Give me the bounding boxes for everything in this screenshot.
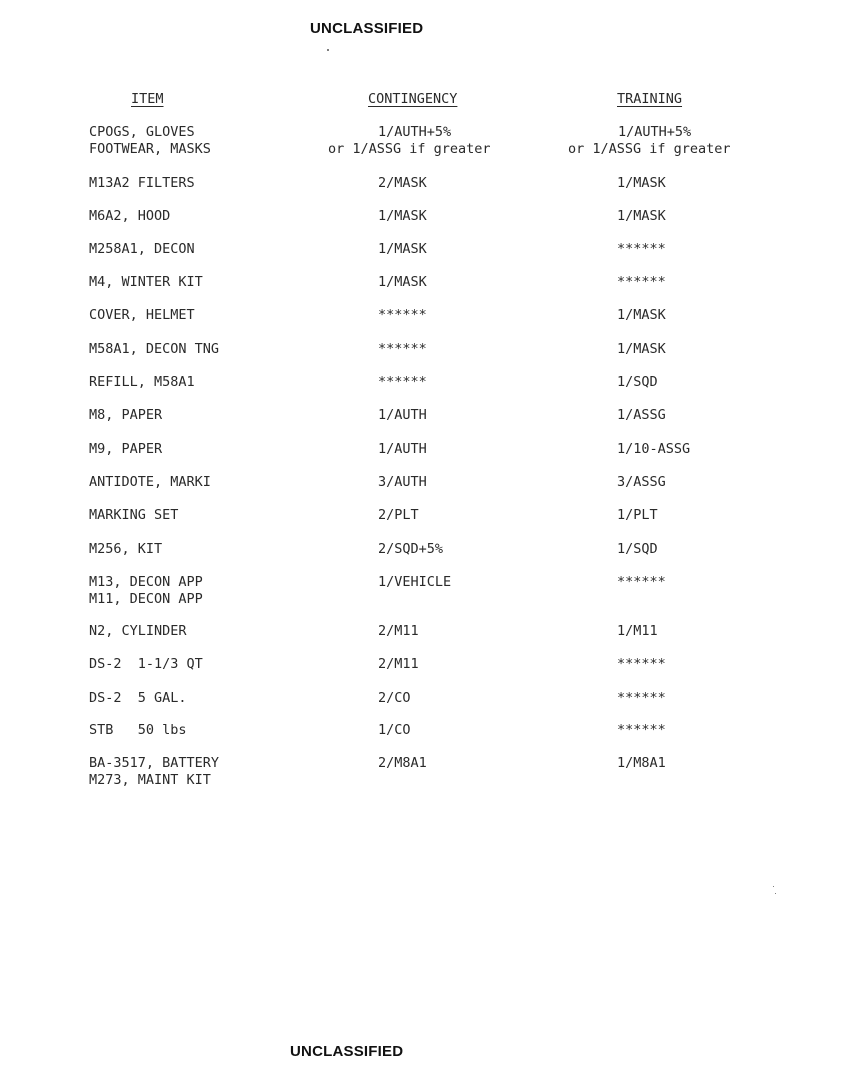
item-cell-line: DS-2 5 GAL. [89,690,187,706]
contingency-cell-line: 1/AUTH [378,441,427,457]
contingency-cell [378,541,443,558]
item-cell-line: M6A2, HOOD [89,208,171,224]
contingency-cell-line: 1/VEHICLE [378,574,452,590]
training-cell [617,722,666,739]
contingency-cell-line: or 1/ASSG if greater [328,141,491,157]
contingency-cell [378,208,427,225]
contingency-cell-line: 2/PLT [378,507,419,523]
item-cell [89,274,203,291]
item-cell [89,208,170,225]
training-cell-line: 1/M11 [617,623,658,639]
item-cell [89,124,211,158]
contingency-cell [328,124,491,158]
contingency-cell-line: 2/SQD+5% [378,541,444,557]
classification-marking-bottom: UNCLASSIFIED [290,1043,404,1060]
column-header-contingency: CONTINGENCY [368,91,458,107]
item-cell-line: COVER, HELMET [89,307,195,323]
training-cell [617,474,666,491]
contingency-cell [378,474,427,491]
item-cell [89,507,178,524]
contingency-cell-line: ****** [378,341,427,357]
contingency-cell [378,307,427,324]
training-cell-line: or 1/ASSG if greater [568,141,731,157]
training-cell [617,374,658,391]
item-cell-line: M58A1, DECON TNG [89,341,220,357]
training-cell-line: 1/MASK [617,208,666,224]
contingency-cell [378,722,411,739]
item-cell-line: BA-3517, BATTERY [89,755,220,771]
item-cell-line: N2, CYLINDER [89,623,187,639]
training-cell [617,507,658,524]
contingency-cell-line: 2/M11 [378,623,419,639]
contingency-cell [378,341,427,358]
item-cell-line: STB 50 lbs [89,722,187,738]
contingency-cell-line: 2/M8A1 [378,755,427,771]
contingency-cell [378,755,427,772]
item-cell [89,722,187,739]
item-cell [89,374,195,391]
item-cell-line: REFILL, M58A1 [89,374,195,390]
training-cell-line: ****** [617,274,666,290]
contingency-cell-line: 1/MASK [378,208,427,224]
item-cell [89,541,162,558]
scan-speck [327,49,329,51]
training-cell [617,656,666,673]
item-cell-line: M8, PAPER [89,407,163,423]
training-cell-line: ****** [617,574,666,590]
training-cell [617,341,666,358]
training-cell-line: 3/ASSG [617,474,666,490]
contingency-cell [378,574,451,591]
contingency-cell-line: 1/CO [378,722,411,738]
contingency-cell [378,274,427,291]
item-cell [89,407,162,424]
item-cell-line: M256, KIT [89,541,163,557]
training-cell-line: 1/MASK [617,175,666,191]
contingency-cell-line: ****** [378,307,427,323]
training-cell-line: 1/SQD [617,374,658,390]
item-cell-line: CPOGS, GLOVES [89,124,195,140]
contingency-cell [378,374,427,391]
contingency-cell-line: 1/AUTH+5% [378,124,452,140]
scan-speck [775,893,776,894]
contingency-cell-line: 1/AUTH [378,407,427,423]
item-cell [89,690,187,707]
training-cell [617,274,666,291]
training-cell [617,755,666,772]
training-cell-line: 1/M8A1 [617,755,666,771]
contingency-cell-line: 1/MASK [378,274,427,290]
contingency-cell [378,441,427,458]
training-cell-line: 1/SQD [617,541,658,557]
column-header-training: TRAINING [617,91,683,107]
item-cell-line: MARKING SET [89,507,179,523]
item-cell [89,574,203,608]
training-cell [617,690,666,707]
training-cell [617,307,666,324]
item-cell-line: M13A2 FILTERS [89,175,195,191]
training-cell [617,574,666,591]
training-cell-line: 1/ASSG [617,407,666,423]
training-cell-line: 1/10-ASSG [617,441,691,457]
item-cell-line: M11, DECON APP [89,591,203,607]
training-cell-line: ****** [617,241,666,257]
item-cell [89,241,195,258]
item-cell-line: M9, PAPER [89,441,163,457]
training-cell [617,441,690,458]
training-cell [617,241,666,258]
contingency-cell [378,241,427,258]
contingency-cell-line: 1/MASK [378,241,427,257]
item-cell-line: M4, WINTER KIT [89,274,203,290]
item-cell [89,755,219,789]
item-cell-line: DS-2 1-1/3 QT [89,656,203,672]
contingency-cell [378,623,419,640]
contingency-cell [378,175,427,192]
column-header-item: ITEM [131,91,164,107]
item-cell-line: M13, DECON APP [89,574,203,590]
contingency-cell-line: 2/CO [378,690,411,706]
contingency-cell-line: 2/M11 [378,656,419,672]
training-cell [617,175,666,192]
scan-speck [773,886,774,887]
contingency-cell-line: ****** [378,374,427,390]
training-cell-line: ****** [617,656,666,672]
training-cell-line: 1/MASK [617,307,666,323]
training-cell [617,407,666,424]
contingency-cell [378,507,419,524]
training-cell-line: 1/PLT [617,507,658,523]
contingency-cell [378,407,427,424]
item-cell [89,623,187,640]
contingency-cell-line: 2/MASK [378,175,427,191]
item-cell [89,341,219,358]
item-cell [89,307,195,324]
training-cell [617,623,658,640]
training-cell [617,541,658,558]
item-cell [89,441,162,458]
training-cell-line: 1/AUTH+5% [618,124,692,140]
contingency-cell-line: 3/AUTH [378,474,427,490]
training-cell-line: ****** [617,722,666,738]
training-cell [617,208,666,225]
classification-marking-top: UNCLASSIFIED [310,20,424,37]
training-cell-line: ****** [617,690,666,706]
item-cell-line: FOOTWEAR, MASKS [89,141,211,157]
item-cell [89,656,203,673]
item-cell [89,175,195,192]
item-cell-line: M273, MAINT KIT [89,772,211,788]
item-cell [89,474,211,491]
contingency-cell [378,690,411,707]
item-cell-line: M258A1, DECON [89,241,195,257]
training-cell-line: 1/MASK [617,341,666,357]
training-cell [568,124,731,158]
contingency-cell [378,656,419,673]
item-cell-line: ANTIDOTE, MARKI [89,474,211,490]
